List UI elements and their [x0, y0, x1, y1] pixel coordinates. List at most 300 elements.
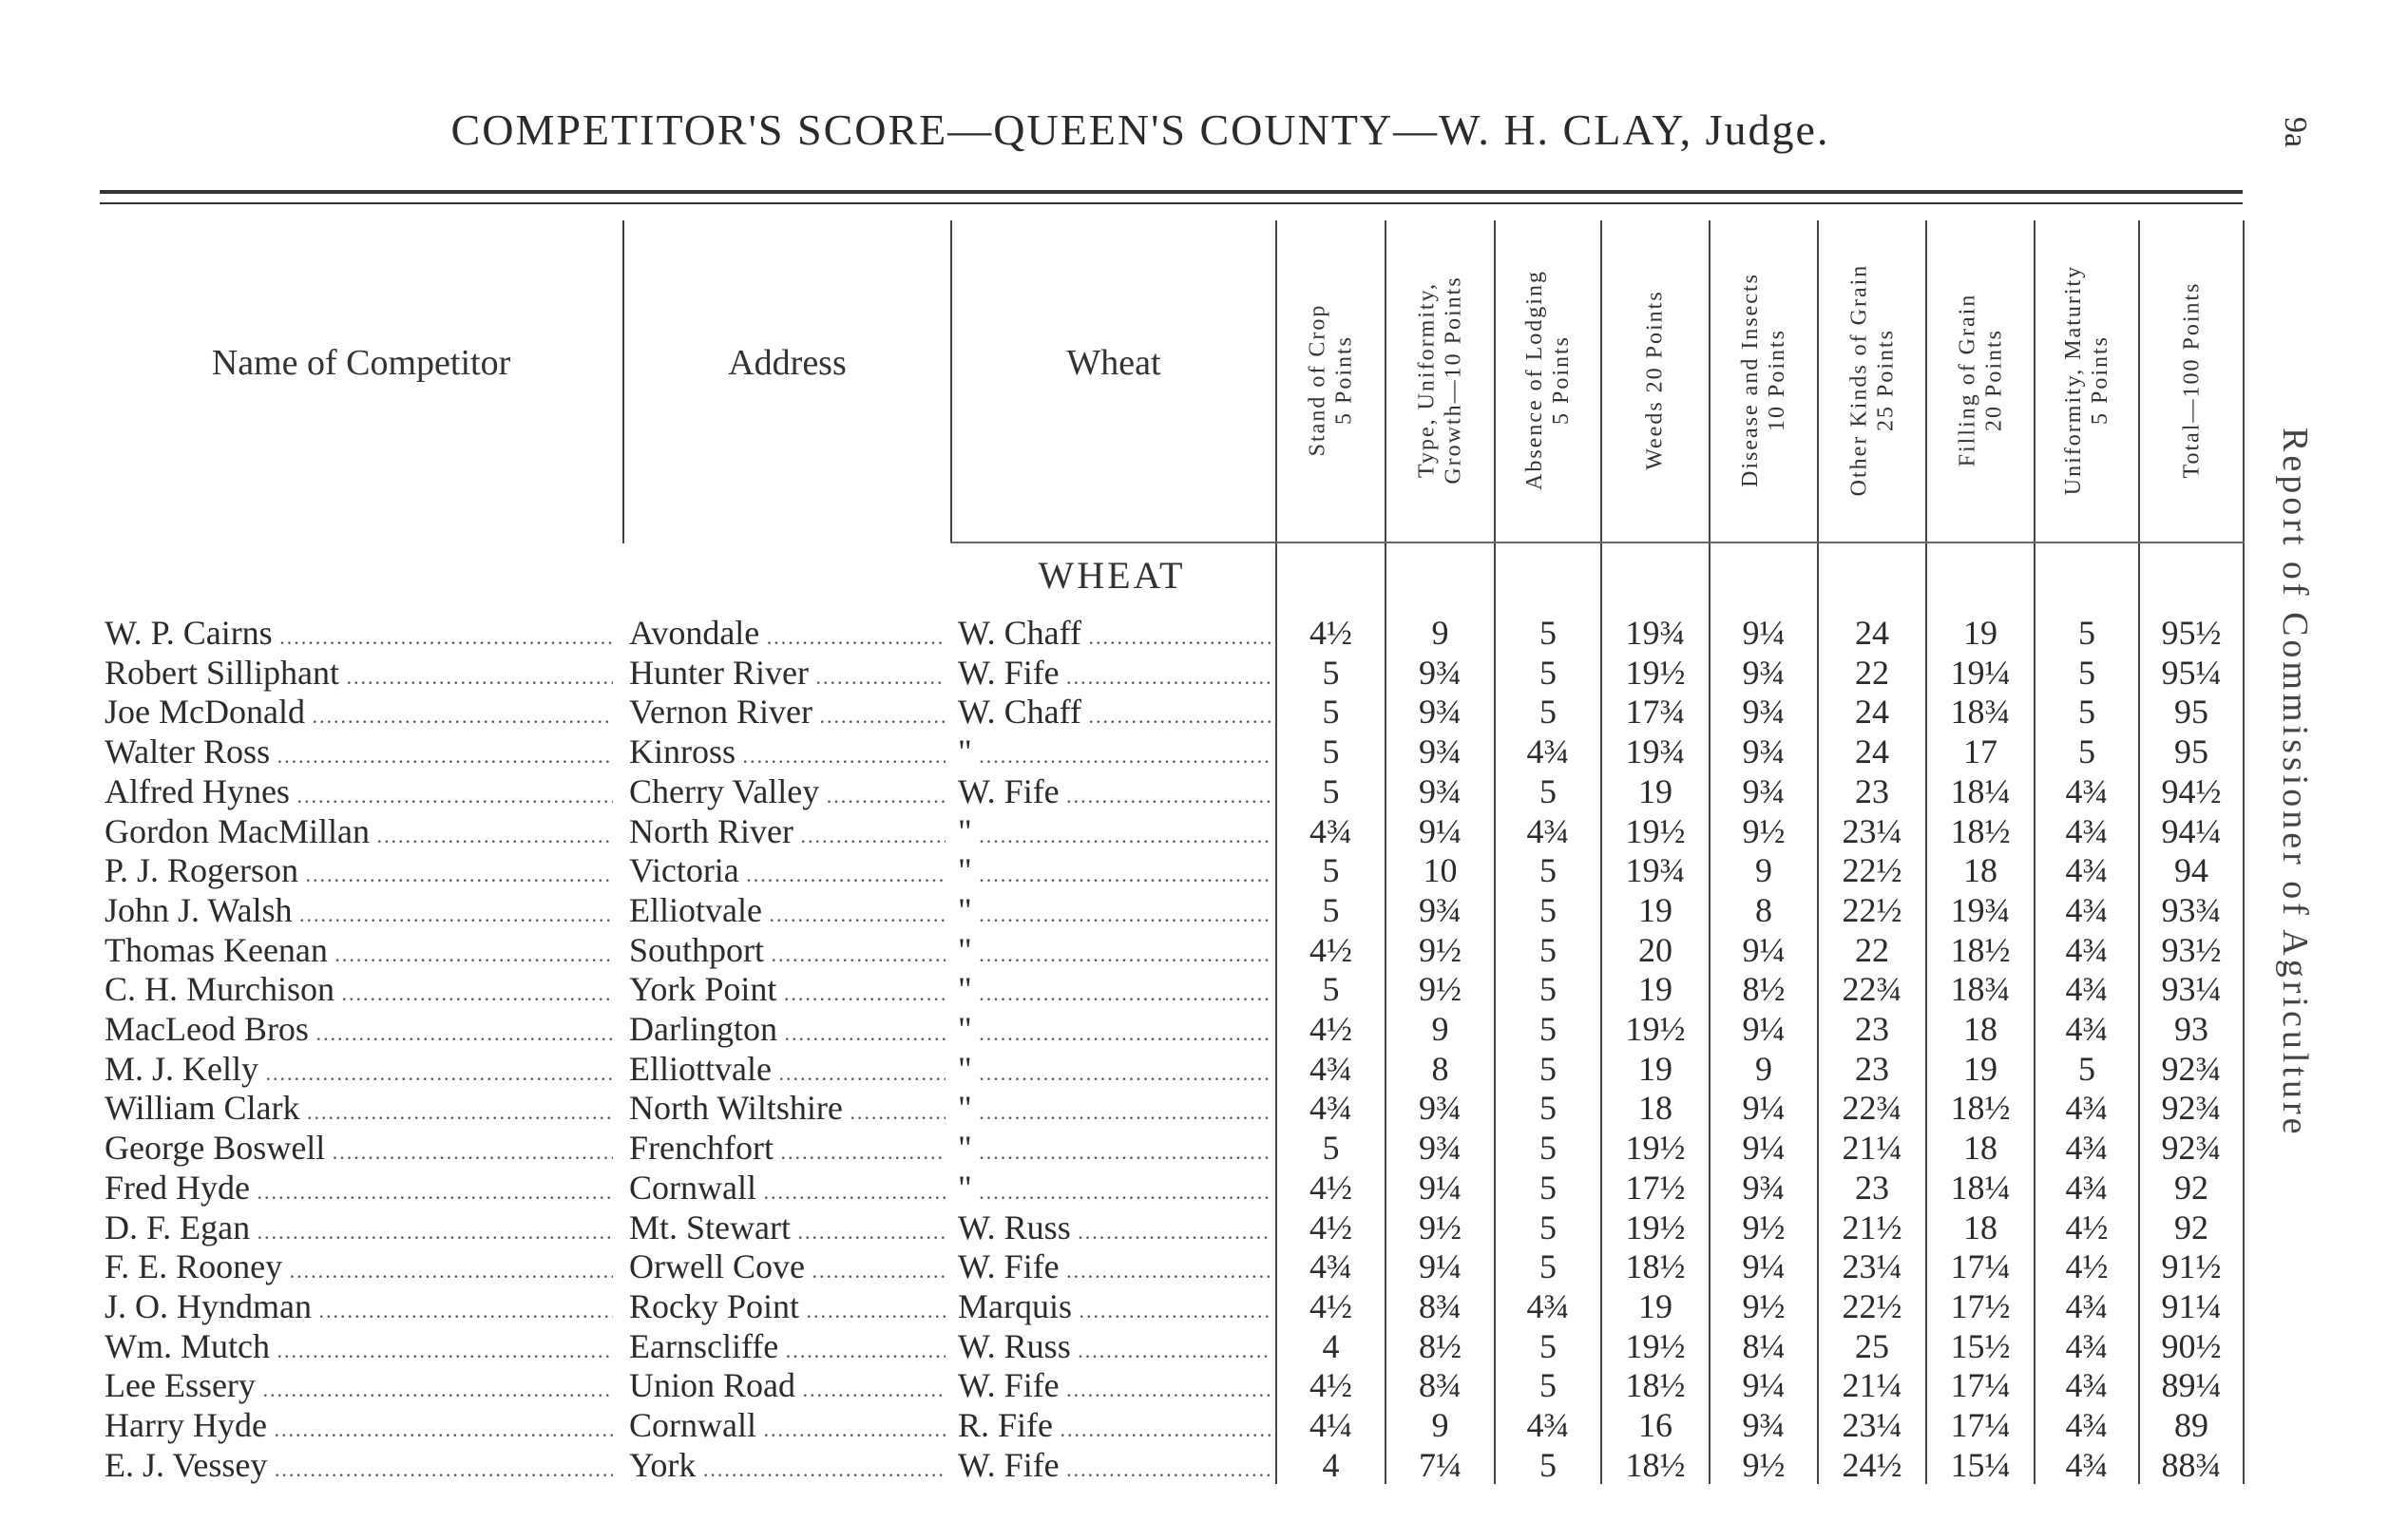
cell-name: Harry Hyde ..... — [105, 1405, 613, 1445]
page-number: 9a — [2278, 116, 2313, 148]
cell-type: 9¾ — [1419, 890, 1462, 929]
cell-total: 92 — [2174, 1168, 2208, 1207]
table-row — [0, 1208, 2281, 1247]
cell-filling: 18½ — [1950, 811, 2011, 850]
cell-name: Lee Essery ..... — [105, 1365, 613, 1405]
cell-lodging: 4¾ — [1526, 1406, 1570, 1444]
cell-name: C. H. Murchison ..... — [105, 969, 613, 1009]
cell-other: 22 — [1855, 930, 1889, 969]
cell-weeds: 19 — [1638, 1286, 1672, 1325]
table-row — [0, 930, 2281, 970]
cell-stand: 5 — [1322, 851, 1340, 890]
page-title: COMPETITOR'S SCORE—QUEEN'S COUNTY—W. H. CLAY, Judge. — [450, 105, 1830, 154]
cell-lodging: 5 — [1539, 1010, 1557, 1048]
cell-stand: 5 — [1322, 771, 1340, 810]
cell-type: 9 — [1431, 1010, 1449, 1048]
cell-name: D. F. Egan ..... — [105, 1208, 613, 1247]
cell-disease: 9 — [1755, 1049, 1772, 1088]
cell-stand: 4½ — [1309, 1168, 1352, 1207]
cell-filling: 19¼ — [1950, 653, 2011, 692]
header-absence-lodging — [1496, 220, 1600, 539]
header-total — [2140, 220, 2243, 539]
header-type-uniformity — [1386, 220, 1494, 539]
table-row — [0, 1246, 2281, 1286]
table-row — [0, 1445, 2281, 1485]
cell-address: Southport ..... — [629, 930, 946, 970]
cell-other: 23 — [1855, 1049, 1889, 1088]
cell-address: Cornwall ..... — [629, 1405, 946, 1445]
header-bottom-rule — [950, 542, 2245, 543]
cell-type: 8 — [1431, 1049, 1449, 1088]
cell-total: 91¼ — [2161, 1286, 2222, 1325]
cell-disease: 9¾ — [1742, 771, 1786, 810]
cell-disease: 9½ — [1742, 811, 1786, 850]
cell-weeds: 19¾ — [1625, 732, 1686, 771]
cell-address: Earnscliffe ..... — [629, 1326, 946, 1366]
cell-weeds: 19½ — [1625, 811, 1686, 850]
cell-other: 21½ — [1842, 1208, 1902, 1246]
cell-total: 95 — [2174, 732, 2208, 771]
cell-other: 22½ — [1842, 851, 1902, 890]
cell-wheat: " ..... — [958, 850, 1271, 890]
header-disease-text: Disease and Insects 10 Points — [1738, 272, 1789, 487]
cell-weeds: 18½ — [1625, 1366, 1686, 1405]
cell-filling: 18¼ — [1950, 1168, 2011, 1207]
cell-filling: 18 — [1963, 1129, 1997, 1168]
cell-wheat: " ..... — [958, 890, 1271, 930]
cell-wheat: " ..... — [958, 1088, 1271, 1128]
cell-maturity: 5 — [2078, 653, 2095, 692]
cell-stand: 4½ — [1309, 1366, 1352, 1405]
cell-lodging: 5 — [1539, 1247, 1557, 1286]
cell-address: Rocky Point ..... — [629, 1286, 946, 1326]
cell-disease: 9½ — [1742, 1286, 1786, 1325]
cell-weeds: 17½ — [1625, 1168, 1686, 1207]
cell-lodging: 5 — [1539, 614, 1557, 652]
cell-maturity: 4¾ — [2065, 1089, 2109, 1128]
cell-wheat: " ..... — [958, 811, 1271, 851]
cell-type: 9¾ — [1419, 693, 1462, 732]
cell-disease: 9½ — [1742, 1445, 1786, 1484]
cell-stand: 4¾ — [1309, 1049, 1352, 1088]
running-head: Report of Commissioner of Agriculture — [2275, 428, 2315, 1138]
cell-weeds: 17¾ — [1625, 693, 1686, 732]
cell-maturity: 4¾ — [2065, 890, 2109, 929]
table-row — [0, 811, 2281, 851]
cell-weeds: 19 — [1638, 771, 1672, 810]
cell-disease: 9¾ — [1742, 1168, 1786, 1207]
cell-type: 8¾ — [1419, 1366, 1462, 1405]
cell-name: MacLeod Bros ..... — [105, 1009, 613, 1049]
cell-other: 24½ — [1842, 1445, 1902, 1484]
cell-lodging: 5 — [1539, 1049, 1557, 1088]
cell-stand: 5 — [1322, 1129, 1340, 1168]
cell-other: 23 — [1855, 1010, 1889, 1048]
header-filling-grain — [1927, 220, 2034, 539]
cell-stand: 4¾ — [1309, 811, 1352, 850]
cell-address: Kinross ..... — [629, 732, 946, 771]
cell-lodging: 5 — [1539, 1168, 1557, 1207]
cell-maturity: 5 — [2078, 614, 2095, 652]
cell-weeds: 19 — [1638, 1049, 1672, 1088]
cell-lodging: 5 — [1539, 1366, 1557, 1405]
cell-address: Orwell Cove ..... — [629, 1246, 946, 1286]
cell-stand: 5 — [1322, 693, 1340, 732]
cell-disease: 9¼ — [1742, 930, 1786, 969]
table-row — [0, 1405, 2281, 1445]
cell-other: 23¼ — [1842, 1406, 1902, 1444]
cell-other: 23¼ — [1842, 811, 1902, 850]
cell-other: 23¼ — [1842, 1247, 1902, 1286]
cell-stand: 5 — [1322, 732, 1340, 771]
cell-type: 10 — [1423, 851, 1458, 890]
cell-wheat: W. Fife ..... — [958, 653, 1271, 693]
header-wheat: Wheat — [1066, 343, 1161, 383]
table-row — [0, 1009, 2281, 1049]
cell-address: Vernon River ..... — [629, 692, 946, 732]
cell-wheat: " ..... — [958, 1128, 1271, 1168]
cell-other: 24 — [1855, 732, 1889, 771]
header-maturity-text: Uniformity, Maturity 5 Points — [2061, 264, 2113, 495]
cell-lodging: 5 — [1539, 693, 1557, 732]
cell-maturity: 4¾ — [2065, 771, 2109, 810]
header-filling-text: Filling of Grain 20 Points — [1955, 293, 2006, 466]
cell-name: Fred Hyde ..... — [105, 1168, 613, 1208]
cell-disease: 9¾ — [1742, 653, 1786, 692]
cell-disease: 9¼ — [1742, 1089, 1786, 1128]
cell-type: 7¼ — [1419, 1445, 1462, 1484]
cell-wheat: R. Fife ..... — [958, 1405, 1271, 1445]
cell-name: Joe McDonald ..... — [105, 692, 613, 732]
cell-address: North Wiltshire ..... — [629, 1088, 946, 1128]
cell-total: 94 — [2174, 851, 2208, 890]
cell-maturity: 4½ — [2065, 1208, 2109, 1246]
cell-maturity: 4¾ — [2065, 1129, 2109, 1168]
cell-name: W. P. Cairns ..... — [105, 613, 613, 653]
cell-type: 9 — [1431, 1406, 1449, 1444]
cell-disease: 9¼ — [1742, 1010, 1786, 1048]
cell-wheat: W. Fife ..... — [958, 1365, 1271, 1405]
cell-filling: 18 — [1963, 1208, 1997, 1246]
cell-filling: 17¼ — [1950, 1366, 2011, 1405]
table-row — [0, 1049, 2281, 1089]
table-row — [0, 613, 2281, 653]
cell-stand: 5 — [1322, 653, 1340, 692]
cell-wheat: " ..... — [958, 930, 1271, 970]
cell-stand: 4¾ — [1309, 1247, 1352, 1286]
cell-address: Mt. Stewart ..... — [629, 1208, 946, 1247]
cell-maturity: 4¾ — [2065, 1010, 2109, 1048]
table-row — [0, 1128, 2281, 1168]
header-name: Name of Competitor — [211, 343, 511, 383]
cell-filling: 17½ — [1950, 1286, 2011, 1325]
cell-stand: 4¾ — [1309, 1089, 1352, 1128]
cell-disease: 9¾ — [1742, 1406, 1786, 1444]
cell-maturity: 5 — [2078, 1049, 2095, 1088]
cell-disease: 9¾ — [1742, 732, 1786, 771]
cell-address: Elliottvale ..... — [629, 1049, 946, 1089]
table-row — [0, 771, 2281, 811]
cell-type: 9¼ — [1419, 1247, 1462, 1286]
cell-address: North River ..... — [629, 811, 946, 851]
cell-lodging: 5 — [1539, 1445, 1557, 1484]
cell-total: 94¼ — [2161, 811, 2222, 850]
cell-total: 93½ — [2161, 930, 2222, 969]
cell-filling: 18¼ — [1950, 771, 2011, 810]
cell-total: 95½ — [2161, 614, 2222, 652]
cell-disease: 9¼ — [1742, 1247, 1786, 1286]
cell-stand: 4¼ — [1309, 1406, 1352, 1444]
cell-maturity: 4¾ — [2065, 1326, 2109, 1365]
cell-wheat: W. Fife ..... — [958, 1246, 1271, 1286]
cell-lodging: 5 — [1539, 771, 1557, 810]
top-rule-thick — [100, 190, 2243, 194]
cell-wheat: " ..... — [958, 1049, 1271, 1089]
cell-wheat: Marquis ..... — [958, 1286, 1271, 1326]
cell-type: 9½ — [1419, 970, 1462, 1009]
cell-maturity: 5 — [2078, 693, 2095, 732]
cell-address: Cornwall ..... — [629, 1168, 946, 1208]
cell-filling: 18 — [1963, 1010, 1997, 1048]
cell-address: York Point ..... — [629, 969, 946, 1009]
cell-maturity: 4½ — [2065, 1247, 2109, 1286]
header-uniformity-maturity — [2035, 220, 2138, 539]
cell-lodging: 5 — [1539, 653, 1557, 692]
table-row — [0, 653, 2281, 693]
cell-stand: 4½ — [1309, 930, 1352, 969]
cell-name: J. O. Hyndman ..... — [105, 1286, 613, 1326]
table-row — [0, 732, 2281, 771]
cell-wheat: " ..... — [958, 1168, 1271, 1208]
cell-name: John J. Walsh ..... — [105, 890, 613, 930]
cell-name: Thomas Keenan ..... — [105, 930, 613, 970]
table-row — [0, 1286, 2281, 1326]
cell-lodging: 5 — [1539, 970, 1557, 1009]
header-other-grain — [1819, 220, 1925, 539]
cell-disease: 9½ — [1742, 1208, 1786, 1246]
cell-weeds: 18½ — [1625, 1247, 1686, 1286]
cell-lodging: 4¾ — [1526, 732, 1570, 771]
cell-name: M. J. Kelly ..... — [105, 1049, 613, 1089]
cell-wheat: W. Russ ..... — [958, 1208, 1271, 1247]
cell-maturity: 4¾ — [2065, 811, 2109, 850]
cell-other: 23 — [1855, 1168, 1889, 1207]
cell-filling: 19 — [1963, 614, 1997, 652]
cell-disease: 9¼ — [1742, 1366, 1786, 1405]
cell-type: 9½ — [1419, 1208, 1462, 1246]
cell-filling: 17 — [1963, 732, 1997, 771]
table-row — [0, 1326, 2281, 1366]
header-stand-text: Stand of Crop 5 Points — [1305, 303, 1357, 456]
table-row — [0, 969, 2281, 1009]
header-address: Address — [728, 343, 847, 383]
cell-disease: 9¼ — [1742, 614, 1786, 652]
cell-address: Avondale ..... — [629, 613, 946, 653]
cell-type: 8½ — [1419, 1326, 1462, 1365]
cell-total: 90½ — [2161, 1326, 2222, 1365]
cell-wheat: W. Chaff ..... — [958, 692, 1271, 732]
cell-maturity: 4¾ — [2065, 1445, 2109, 1484]
cell-disease: 8 — [1755, 890, 1772, 929]
cell-stand: 4½ — [1309, 1208, 1352, 1246]
cell-total: 92¾ — [2161, 1129, 2222, 1168]
cell-weeds: 19¾ — [1625, 614, 1686, 652]
table-row — [0, 890, 2281, 930]
table-row — [0, 692, 2281, 732]
header-other-text: Other Kinds of Grain 25 Points — [1846, 263, 1898, 496]
cell-weeds: 19 — [1638, 890, 1672, 929]
header-weeds-text: Weeds 20 Points — [1643, 289, 1668, 470]
cell-wheat: W. Fife ..... — [958, 771, 1271, 811]
cell-weeds: 19½ — [1625, 1208, 1686, 1246]
cell-wheat: " ..... — [958, 1009, 1271, 1049]
cell-name: William Clark ..... — [105, 1088, 613, 1128]
header-weeds — [1602, 220, 1709, 539]
cell-total: 95 — [2174, 693, 2208, 732]
cell-type: 9¾ — [1419, 732, 1462, 771]
cell-lodging: 4¾ — [1526, 1286, 1570, 1325]
cell-maturity: 4¾ — [2065, 1168, 2109, 1207]
cell-weeds: 19½ — [1625, 653, 1686, 692]
cell-other: 22½ — [1842, 1286, 1902, 1325]
cell-lodging: 5 — [1539, 1129, 1557, 1168]
cell-other: 22¾ — [1842, 970, 1902, 1009]
cell-name: P. J. Rogerson ..... — [105, 850, 613, 890]
cell-address: Union Road ..... — [629, 1365, 946, 1405]
cell-maturity: 4¾ — [2065, 1366, 2109, 1405]
cell-total: 89 — [2174, 1406, 2208, 1444]
cell-weeds: 18 — [1638, 1089, 1672, 1128]
cell-total: 93¼ — [2161, 970, 2222, 1009]
cell-other: 25 — [1855, 1326, 1889, 1365]
cell-maturity: 4¾ — [2065, 970, 2109, 1009]
cell-type: 8¾ — [1419, 1286, 1462, 1325]
cell-type: 9¾ — [1419, 771, 1462, 810]
cell-stand: 4½ — [1309, 1010, 1352, 1048]
cell-stand: 4 — [1322, 1445, 1340, 1484]
cell-address: Cherry Valley ..... — [629, 771, 946, 811]
cell-filling: 18¾ — [1950, 970, 2011, 1009]
cell-total: 92¾ — [2161, 1089, 2222, 1128]
cell-filling: 18 — [1963, 851, 1997, 890]
cell-stand: 4 — [1322, 1326, 1340, 1365]
cell-total: 93 — [2174, 1010, 2208, 1048]
header-total-text: Total—100 Points — [2179, 281, 2204, 478]
cell-total: 94½ — [2161, 771, 2222, 810]
cell-filling: 17¼ — [1950, 1247, 2011, 1286]
cell-weeds: 20 — [1638, 930, 1672, 969]
cell-weeds: 19½ — [1625, 1010, 1686, 1048]
cell-weeds: 19½ — [1625, 1326, 1686, 1365]
cell-wheat: W. Fife ..... — [958, 1445, 1271, 1485]
cell-address: Elliotvale ..... — [629, 890, 946, 930]
cell-total: 88¾ — [2161, 1445, 2222, 1484]
cell-disease: 8¼ — [1742, 1326, 1786, 1365]
cell-other: 22 — [1855, 653, 1889, 692]
cell-type: 9¾ — [1419, 1089, 1462, 1128]
cell-wheat: W. Chaff ..... — [958, 613, 1271, 653]
cell-total: 93¾ — [2161, 890, 2222, 929]
cell-maturity: 4¾ — [2065, 1286, 2109, 1325]
cell-type: 9¾ — [1419, 653, 1462, 692]
cell-weeds: 19½ — [1625, 1129, 1686, 1168]
table-row — [0, 1088, 2281, 1128]
cell-other: 24 — [1855, 693, 1889, 732]
cell-name: Walter Ross ..... — [105, 732, 613, 771]
cell-disease: 8½ — [1742, 970, 1786, 1009]
cell-address: Victoria ..... — [629, 850, 946, 890]
cell-name: F. E. Rooney ..... — [105, 1246, 613, 1286]
cell-lodging: 5 — [1539, 1089, 1557, 1128]
cell-filling: 18½ — [1950, 930, 2011, 969]
cell-address: York ..... — [629, 1445, 946, 1485]
cell-total: 92 — [2174, 1208, 2208, 1246]
cell-type: 9¼ — [1419, 811, 1462, 850]
cell-weeds: 19 — [1638, 970, 1672, 1009]
cell-lodging: 5 — [1539, 890, 1557, 929]
cell-address: Hunter River ..... — [629, 653, 946, 693]
table-row — [0, 1168, 2281, 1208]
cell-maturity: 4¾ — [2065, 930, 2109, 969]
cell-filling: 17¼ — [1950, 1406, 2011, 1444]
header-lodging-text: Absence of Lodging 5 Points — [1522, 269, 1575, 490]
cell-other: 24 — [1855, 614, 1889, 652]
cell-type: 9¾ — [1419, 1129, 1462, 1168]
cell-other: 21¼ — [1842, 1366, 1902, 1405]
cell-type: 9½ — [1419, 930, 1462, 969]
cell-wheat: W. Russ ..... — [958, 1326, 1271, 1366]
cell-filling: 19¾ — [1950, 890, 2011, 929]
cell-weeds: 19¾ — [1625, 851, 1686, 890]
table-row — [0, 850, 2281, 890]
cell-name: Robert Silliphant ..... — [105, 653, 613, 693]
cell-total: 92¾ — [2161, 1049, 2222, 1088]
cell-stand: 4½ — [1309, 1286, 1352, 1325]
cell-name: E. J. Vessey ..... — [105, 1445, 613, 1485]
cell-lodging: 4¾ — [1526, 811, 1570, 850]
cell-name: Alfred Hynes ..... — [105, 771, 613, 811]
cell-stand: 5 — [1322, 890, 1340, 929]
cell-stand: 5 — [1322, 970, 1340, 1009]
cell-other: 22¾ — [1842, 1089, 1902, 1128]
section-label: WHEAT — [1038, 554, 1186, 597]
cell-disease: 9¼ — [1742, 1129, 1786, 1168]
cell-disease: 9 — [1755, 851, 1772, 890]
cell-filling: 18½ — [1950, 1089, 2011, 1128]
cell-maturity: 5 — [2078, 732, 2095, 771]
cell-address: Frenchfort ..... — [629, 1128, 946, 1168]
cell-type: 9 — [1431, 614, 1449, 652]
cell-maturity: 4¾ — [2065, 1406, 2109, 1444]
cell-name: Gordon MacMillan ..... — [105, 811, 613, 851]
cell-wheat: " ..... — [958, 732, 1271, 771]
top-rule-thin — [100, 202, 2243, 204]
table-row — [0, 1365, 2281, 1405]
cell-filling: 19 — [1963, 1049, 1997, 1088]
cell-lodging: 5 — [1539, 1208, 1557, 1246]
cell-type: 9¼ — [1419, 1168, 1462, 1207]
cell-lodging: 5 — [1539, 851, 1557, 890]
cell-other: 23 — [1855, 771, 1889, 810]
cell-total: 95¼ — [2161, 653, 2222, 692]
cell-lodging: 5 — [1539, 1326, 1557, 1365]
cell-other: 22½ — [1842, 890, 1902, 929]
cell-total: 91½ — [2161, 1247, 2222, 1286]
cell-wheat: " ..... — [958, 969, 1271, 1009]
cell-disease: 9¾ — [1742, 693, 1786, 732]
cell-lodging: 5 — [1539, 930, 1557, 969]
cell-name: Wm. Mutch ..... — [105, 1326, 613, 1366]
